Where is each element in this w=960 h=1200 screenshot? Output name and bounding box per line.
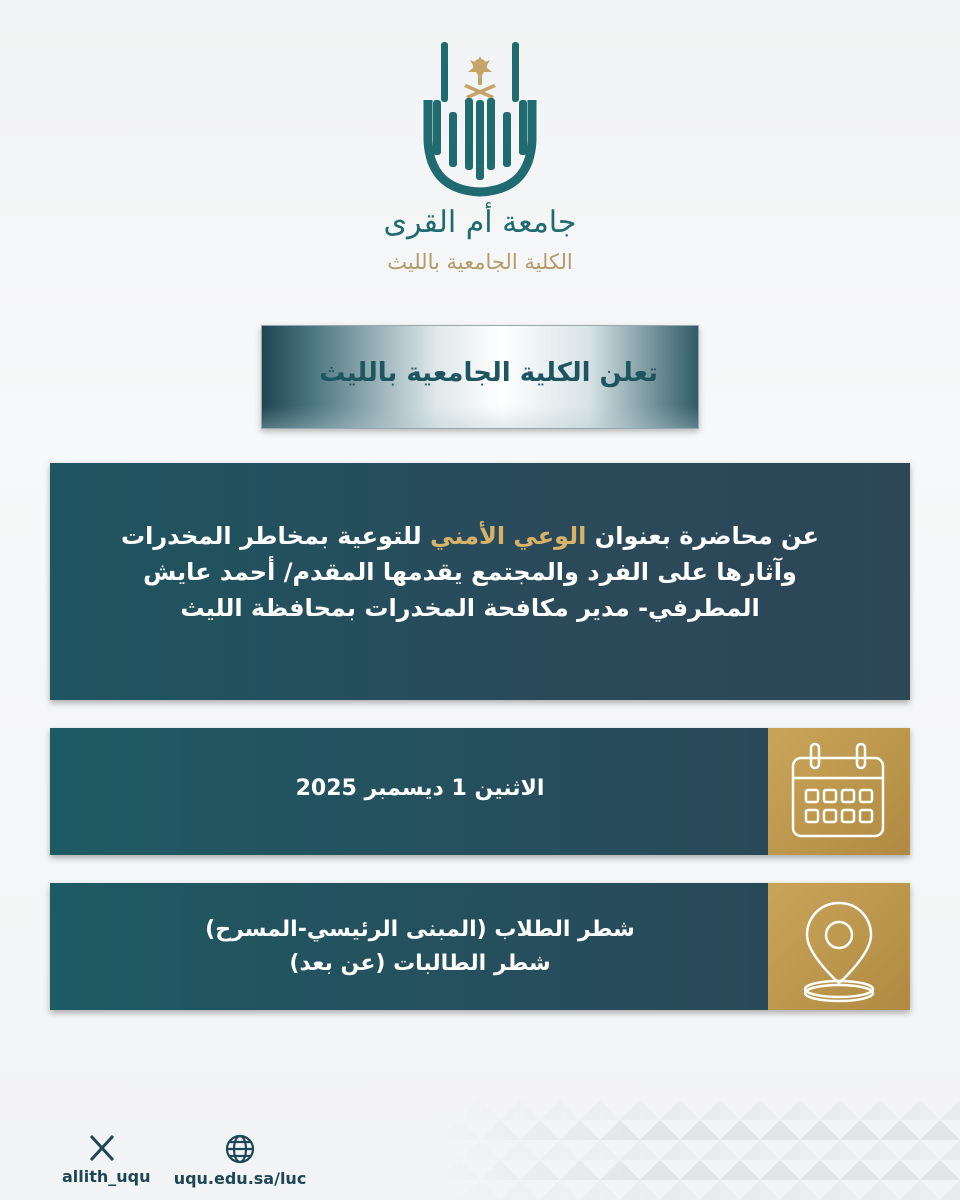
university-emblem-icon (0, 0, 960, 200)
location-line-2: شطر الطالبات (عن بعد) (289, 951, 551, 976)
date-icon-box (768, 728, 910, 855)
date-panel (50, 728, 910, 855)
twitter-link[interactable] (62, 1133, 151, 1186)
lecture-title-highlight: الوعي الأمني (430, 522, 587, 550)
announcement-title: تعلن الكلية الجامعية بالليث (319, 358, 658, 388)
calendar-icon (789, 738, 889, 848)
location-icon-box (768, 883, 910, 1010)
decorative-pattern (440, 1100, 960, 1200)
location-text (110, 913, 730, 981)
lecture-description (90, 518, 850, 626)
location-panel (50, 883, 910, 1010)
x-twitter-icon (87, 1133, 117, 1163)
twitter-handle: allith_uqu (62, 1167, 151, 1186)
college-name: الكلية الجامعية بالليث (387, 250, 573, 274)
description-prefix: عن محاضرة بعنوان (594, 522, 820, 550)
university-name: جامعة أم القرى (383, 205, 577, 240)
lecture-description-panel (50, 463, 910, 700)
logo (0, 0, 960, 290)
globe-icon (224, 1133, 256, 1165)
website-link[interactable] (170, 1133, 310, 1188)
location-line-1: شطر الطلاب (المبنى الرئيسي-المسرح) (205, 917, 635, 942)
event-date: الاثنين 1 ديسمبر 2025 (295, 776, 545, 801)
announcement-banner (261, 325, 699, 429)
palm-emblem (464, 56, 496, 99)
website-url: uqu.edu.sa/luc (173, 1169, 307, 1188)
location-pin-icon (789, 893, 889, 1003)
description-suffix: للتوعية بمخاطر المخدرات وآثارها على الفرد والمجتمع يقدمها المقدم/ أحمد عايش المطرفي- مدير مكافحة المخدرات بمحافظة الليث (120, 522, 797, 622)
